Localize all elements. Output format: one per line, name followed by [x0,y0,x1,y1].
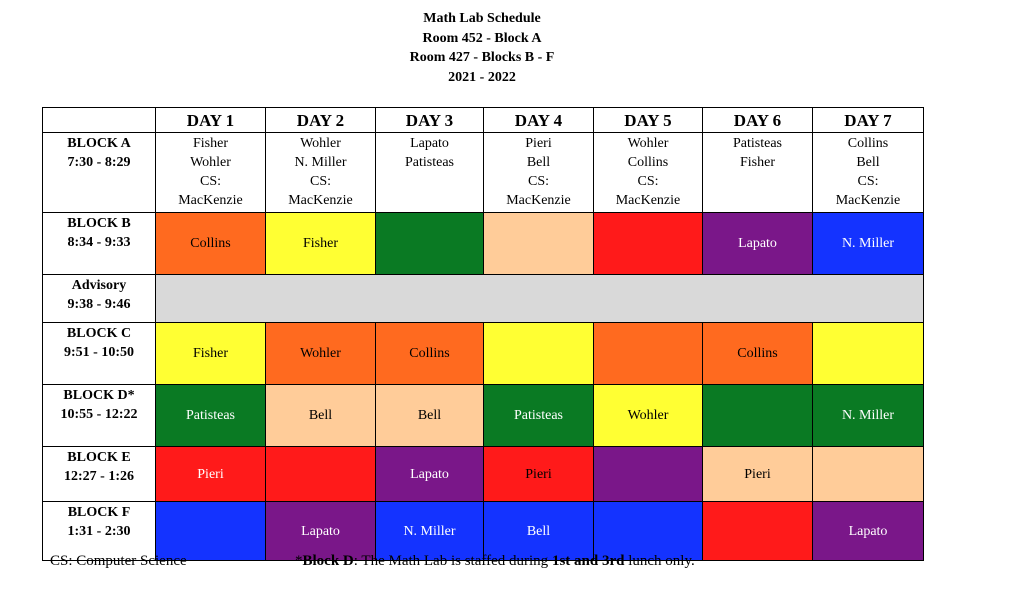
schedule-cell [703,385,813,447]
day-header: DAY 2 [266,108,376,133]
block-time: 1:31 - 2:30 [67,523,131,539]
staff-name: MacKenzie [288,193,353,208]
block-time: 8:34 - 9:33 [67,234,131,250]
block-time: 10:55 - 12:22 [60,406,138,422]
title-line-3: Room 427 - Blocks B - F [409,50,555,65]
schedule-cell [703,502,813,561]
day-header: DAY 3 [376,108,484,133]
staff-name: Bell [856,155,880,170]
day-header: DAY 7 [813,108,924,133]
staff-name: N. Miller [294,155,347,170]
staff-name: Collins [737,346,778,361]
staff-name: Fisher [303,236,338,251]
staff-name: Lapato [410,466,449,482]
staff-name: Patisteas [733,136,782,151]
schedule-cell [484,502,594,561]
staff-name: Collins [627,155,669,170]
block-name: Advisory [71,278,127,293]
schedule-cell [594,323,703,385]
schedule-cell [376,385,484,447]
schedule-row [43,502,924,561]
staff-name: Bell [526,523,551,539]
schedule-cell [376,447,484,502]
schedule-cell [266,323,376,385]
note-text: : The Math Lab is staffed during [353,553,552,569]
block-d-note [295,553,695,570]
staff-name: Collins [847,136,889,151]
schedule-cell [594,447,703,502]
block-label [43,323,156,385]
day-header: DAY 6 [703,108,813,133]
note-block-d: Block D [302,553,354,569]
staff-name: N. Miller [841,236,895,251]
corner-cell [43,108,156,133]
schedule-cell [594,385,703,447]
schedule-cell [376,502,484,561]
cs-legend: CS: Computer Science [50,553,187,569]
staff-name: Pieri [744,466,771,482]
title-line-1: Math Lab Schedule [423,11,541,26]
staff-name: Patisteas [405,155,454,170]
staff-name: Wohler [300,346,341,361]
schedule-cell [594,502,703,561]
schedule-cell [156,213,266,275]
staff-name: Pieri [525,136,552,151]
schedule-cell [813,323,924,385]
block-time: 7:30 - 8:29 [67,154,131,170]
staff-name: Bell [308,408,333,423]
schedule-row [43,385,924,447]
schedule-cell [266,213,376,275]
note-asterisk: * [295,553,303,569]
title-line-4: 2021 - 2022 [448,69,516,85]
schedule-cell [156,385,266,447]
schedule-title [0,9,964,87]
schedule-cell [813,133,924,213]
schedule-cell [156,447,266,502]
staff-name: MacKenzie [506,193,571,208]
block-time: 9:38 - 9:46 [67,296,131,312]
staff-name: Wohler [627,408,669,423]
note-end: lunch only. [624,553,695,569]
schedule-cell [484,133,594,213]
staff-name: MacKenzie [835,193,901,208]
staff-name: CS: [309,174,331,189]
schedule-cell [484,323,594,385]
staff-name: Patisteas [514,408,563,423]
staff-name: Lapato [410,136,449,151]
schedule-cell [484,385,594,447]
schedule-cell [594,213,703,275]
day-header-row [43,108,924,133]
schedule-cell [703,133,813,213]
schedule-cell [703,323,813,385]
schedule-cell [813,213,924,275]
block-label [43,213,156,275]
staff-name: Bell [526,155,551,170]
staff-name: Bell [417,408,442,423]
schedule-row [43,447,924,502]
block-name: BLOCK B [67,216,131,231]
block-name: BLOCK A [67,136,131,151]
schedule-cell [266,502,376,561]
schedule-row [43,275,924,323]
staff-name: N. Miller [403,523,456,539]
schedule-cell [156,323,266,385]
staff-name: MacKenzie [178,193,243,208]
staff-name: Patisteas [186,408,235,423]
day-header: DAY 1 [156,108,266,133]
block-label [43,133,156,213]
schedule-cell [484,213,594,275]
schedule-cell [156,133,266,213]
schedule-row [43,323,924,385]
staff-name: Lapato [738,236,777,251]
staff-name: Pieri [197,466,224,482]
schedule-row [43,213,924,275]
schedule-cell [703,213,813,275]
block-label [43,447,156,502]
staff-name: CS: [199,174,221,189]
schedule-row [43,133,924,213]
schedule-cell [376,133,484,213]
title-line-2: Room 452 - Block A [422,30,542,46]
block-name: BLOCK D* [63,388,135,403]
schedule-cell [156,502,266,561]
schedule-cell [484,447,594,502]
block-name: BLOCK E [67,450,131,465]
staff-name: MacKenzie [615,193,681,208]
schedule-table [42,107,924,561]
block-time: 12:27 - 1:26 [64,468,134,484]
schedule-cell [594,133,703,213]
staff-name: Fisher [740,155,775,170]
staff-name: Wohler [300,136,341,151]
staff-name: CS: [637,174,659,189]
schedule-cell [813,447,924,502]
staff-name: Wohler [627,136,669,151]
schedule-cell [266,447,376,502]
staff-name: Collins [190,236,231,251]
advisory-span-cell [156,275,924,323]
staff-name: Fisher [193,136,228,151]
staff-name: CS: [857,174,879,189]
schedule-cell [813,385,924,447]
staff-name: Pieri [525,466,552,482]
schedule-cell [813,502,924,561]
schedule-cell [376,323,484,385]
schedule-cell [703,447,813,502]
note-lunches: 1st and 3rd [551,553,625,569]
day-header: DAY 4 [484,108,594,133]
block-time: 9:51 - 10:50 [64,344,134,360]
schedule-cell [266,133,376,213]
block-label [43,502,156,561]
staff-name: Lapato [848,523,888,539]
block-label [43,275,156,323]
schedule-cell [376,213,484,275]
staff-name: Collins [409,346,450,361]
day-header: DAY 5 [594,108,703,133]
staff-name: CS: [527,174,549,189]
block-name: BLOCK F [67,505,131,520]
staff-name: Fisher [193,346,228,361]
schedule-cell [266,385,376,447]
block-label [43,385,156,447]
staff-name: Lapato [301,523,340,539]
staff-name: N. Miller [841,408,895,423]
staff-name: Wohler [190,155,231,170]
block-name: BLOCK C [66,326,132,341]
